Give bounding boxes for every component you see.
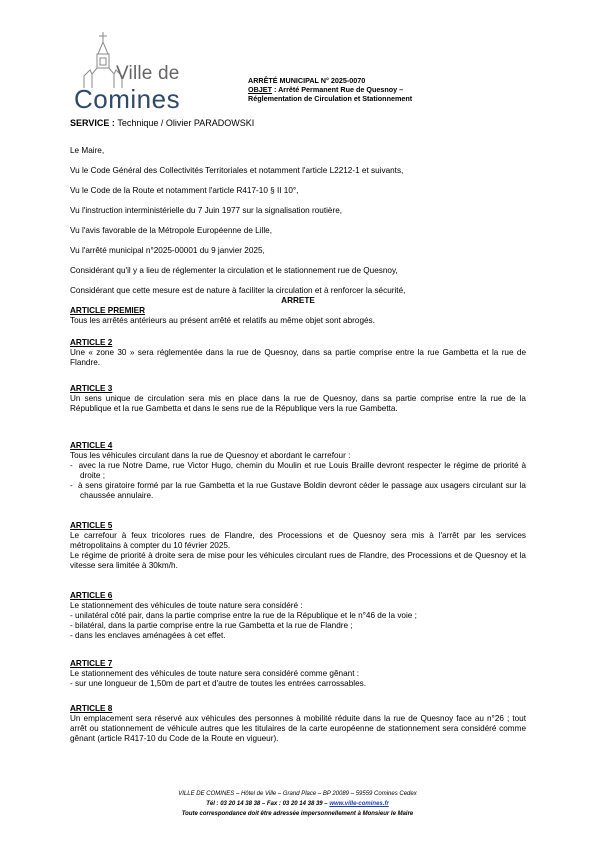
service-label: SERVICE : <box>70 118 118 128</box>
article-text: Une « zone 30 » sera réglementée dans la rue de Quesnoy, dans sa partie comprise entre la rue Gambetta et la rue de Flandre. <box>70 348 526 367</box>
article-text: Le régime de priorité à droite sera de mise pour les véhicules circulant rues de Flandre, des Processions et de Quesnoy et la vitesse sera limitée à 30km/h. <box>70 551 526 570</box>
preamble-considerant-1: Considérant qu'il y a lieu de réglementer la circulation et le stationnement rue de Quesnoy, <box>70 266 398 275</box>
footer-note: Toute correspondance doit être adressée impersonnellement à Monsieur le Maire <box>181 811 414 817</box>
preamble-vu-instruction: Vu l'instruction interministérielle du 7 Juin 1977 sur la signalisation routière, <box>70 206 343 215</box>
objet-line-2: Réglementation de Circulation et Stationnement <box>248 94 413 103</box>
article-6 <box>70 591 526 641</box>
article-text: Le carrefour à feux tricolores rues de Flandre, des Processions et de Quesnoy sera mis à l'arrêt par les services métropolitains à compter du 10 février 2025. <box>70 531 526 550</box>
article-7 <box>70 659 526 689</box>
article-text: Un sens unique de circulation sera mis en place dans la rue de Quesnoy, dans sa partie comprise entre la rue de la République et la rue Gambetta et dans le sens rue de la République vers la rue Gambetta. <box>70 394 526 413</box>
objet-label: OBJET <box>248 85 272 94</box>
city-logo <box>66 30 191 116</box>
article-text: - unilatéral côté pair, dans la partie comprise entre la rue de la République et le n°46 de la voie ; <box>70 611 417 620</box>
preamble-le-maire: Le Maire, <box>70 146 105 155</box>
article-title: ARTICLE 8 <box>70 704 113 713</box>
article-text: Tous les arrêtés antérieurs au présent arrêté et relatifs au même objet sont abrogés. <box>70 316 375 325</box>
article-title: ARTICLE 6 <box>70 591 113 600</box>
document-header <box>248 76 548 103</box>
article-5 <box>70 521 526 571</box>
article-text: Tous les véhicules circulant dans la rue de Quesnoy et abordant le carrefour : <box>70 451 351 460</box>
objet-text: : Arrêté Permanent Rue de Quesnoy – <box>271 85 404 94</box>
article-text: Le stationnement des véhicules de toute nature sera considéré comme gênant : <box>70 669 360 678</box>
service-value: Technique / Olivier PARADOWSKI <box>117 118 255 128</box>
preamble-vu-code-route: Vu le Code de la Route et notamment l'article R417-10 § II 10°, <box>70 186 299 195</box>
website-link[interactable]: www.ville-comines.fr <box>329 801 389 807</box>
arrete-number: ARRÊTÉ MUNICIPAL N° 2025-0070 <box>248 76 366 85</box>
article-text: Le stationnement des véhicules de toute nature sera considéré : <box>70 601 303 610</box>
article-text: Un emplacement sera réservé aux véhicules des personnes à mobilité réduite dans la rue de Quesnoy face au n°26 ; tout arrêt ou stationnement de véhicule autres que les titulaires de la carte européenne de stationnement sera considéré comme gênant (article R417-10 du Code de la Route en vigueur). <box>70 714 526 743</box>
list-item: - à sens giratoire formé par la rue Gambetta et la rue Gustave Boldin devront céder le passage aux usagers circulant sur la chaussée annulaire. <box>70 481 526 500</box>
article-text: - dans les enclaves aménagées à cet effet. <box>70 631 226 640</box>
article-4 <box>70 441 526 501</box>
article-2 <box>70 338 526 368</box>
article-title: ARTICLE PREMIER <box>70 306 146 315</box>
article-title: ARTICLE 3 <box>70 384 113 393</box>
article-title: ARTICLE 4 <box>70 441 113 450</box>
preamble-vu-arrete: Vu l'arrêté municipal n°2025-00001 du 9 janvier 2025, <box>70 246 265 255</box>
page-footer <box>40 789 555 819</box>
article-8 <box>70 704 526 744</box>
article-title: ARTICLE 7 <box>70 659 113 668</box>
objet-line <box>248 85 548 94</box>
article-text: - sur une longueur de 1,50m de part et d'autre de toutes les entrées carrossables. <box>70 679 367 688</box>
arrete-title: ARRETE <box>281 296 315 305</box>
preamble-vu-cgct: Vu le Code Général des Collectivités Territoriales et notamment l'article L2212-1 et suivants, <box>70 166 404 175</box>
service-line <box>70 118 254 128</box>
logo-text-comines: Comines <box>74 84 181 114</box>
article-3 <box>70 384 526 414</box>
preamble-vu-avis: Vu l'avis favorable de la Métropole Européenne de Lille, <box>70 226 272 235</box>
list-item: - avec la rue Notre Dame, rue Victor Hugo, chemin du Moulin et rue Louis Braille devront respecter le régime de priorité à droite ; <box>70 461 526 480</box>
article-title: ARTICLE 5 <box>70 521 113 530</box>
logo-text-ville-de: Ville de <box>116 63 180 84</box>
preamble-considerant-2: Considérant que cette mesure est de nature à faciliter la circulation et à renforcer la sécurité, <box>70 286 406 295</box>
article-text: - bilatéral, dans la partie comprise entre la rue Gambetta et la rue de Flandre ; <box>70 621 353 630</box>
article-1 <box>70 306 526 326</box>
footer-contact: Tél : 03 20 14 38 38 – Fax : 03 20 14 38 39 – www.ville-comines.fr <box>206 801 389 807</box>
footer-address: VILLE DE COMINES – Hôtel de Ville – Grand Place – BP 20089 – 59559 Comines Cedex <box>178 791 417 797</box>
article-title: ARTICLE 2 <box>70 338 113 347</box>
